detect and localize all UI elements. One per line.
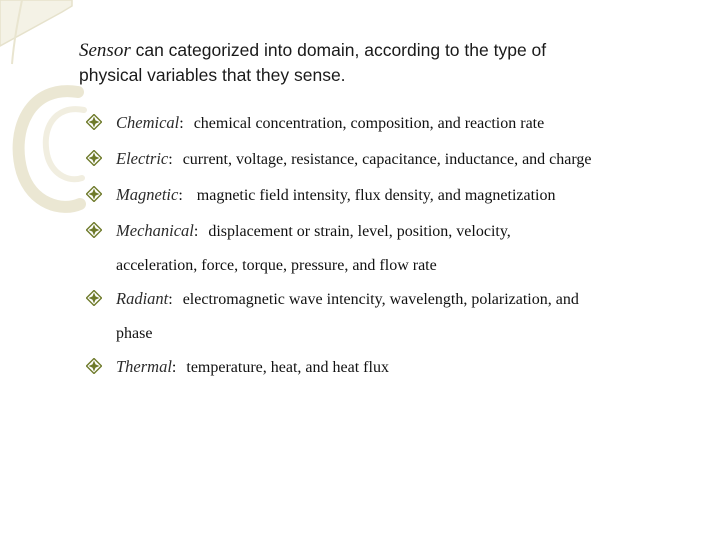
intro-line2: physical variables that they sense. (79, 65, 346, 85)
item-description: displacement or strain, level, position, velocity, (208, 223, 511, 240)
item-description: electromagnetic wave intencity, wavelength, polarization, and (182, 291, 579, 308)
intro-term: Sensor (79, 40, 131, 61)
list-item-thermal: Thermal: temperature, heat, and heat flux (86, 350, 389, 385)
item-description: current, voltage, resistance, capacitance, inductance, and charge (182, 151, 592, 168)
item-label: Chemical (116, 113, 180, 132)
diamond-bullet-icon (86, 142, 116, 176)
diamond-bullet-icon (86, 350, 116, 384)
item-description-continued: phase (116, 325, 153, 342)
item-label: Electric (116, 149, 169, 168)
diamond-bullet-icon (86, 106, 116, 140)
list-item-mechanical: Mechanical: displacement or strain, level, position, velocity, acceleration, force, torque, pressure, and flow rate (86, 214, 511, 283)
list-item-chemical: Chemical: chemical concentration, composition, and reaction rate (86, 106, 544, 141)
list-item-magnetic: Magnetic: magnetic field intensity, flux density, and magnetization (86, 178, 555, 213)
diamond-bullet-icon (86, 282, 116, 316)
list-item-electric: Electric: current, voltage, resistance, capacitance, inductance, and charge (86, 142, 592, 177)
item-description-continued: acceleration, force, torque, pressure, and flow rate (116, 257, 437, 274)
item-label: Radiant (116, 289, 169, 308)
item-description: temperature, heat, and heat flux (186, 359, 389, 376)
item-label: Mechanical (116, 221, 194, 240)
item-description: chemical concentration, composition, and reaction rate (193, 115, 545, 132)
item-description: magnetic field intensity, flux density, and magnetization (192, 187, 556, 204)
diamond-bullet-icon (86, 214, 116, 248)
intro-line1: can categorized into domain, according to the type of (130, 40, 547, 60)
intro-paragraph (79, 38, 679, 88)
diamond-bullet-icon (86, 178, 116, 212)
item-label: Magnetic (116, 185, 179, 204)
item-label: Thermal (116, 357, 172, 376)
list-item-radiant: Radiant: electromagnetic wave intencity, wavelength, polarization, and phase (86, 282, 579, 351)
